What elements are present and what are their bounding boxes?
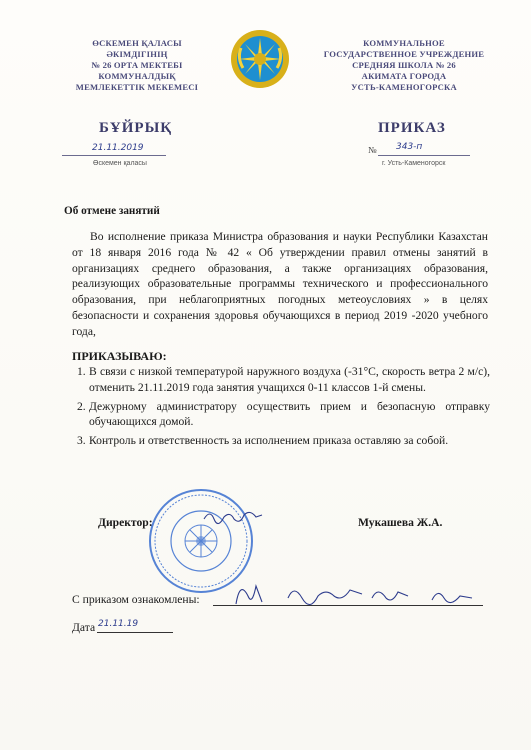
item-text: В связи с низкой температурой наружного воздуха (-31°С, скорость ветра 2 м/с), отменить 21.11.2019 года занятия учащихся 0-11 классов 1-й смены. (89, 365, 490, 394)
header-line: АКИМАТА ГОРОДА (361, 71, 447, 81)
item-text: Дежурному администратору осуществить прием и безопасную отправку обучающихся домой. (89, 399, 490, 429)
acknowledged-label: С приказом ознакомлены: (72, 593, 200, 606)
header-line: МЕМЛЕКЕТТІК МЕКЕМЕСІ (75, 82, 199, 92)
director-signature-icon (200, 505, 264, 529)
signature-role: Директор: (98, 516, 153, 529)
list-item: 3. Контроль и ответственность за исполнением приказа оставляю за собой. (77, 434, 449, 448)
list-item: 1. В связи с низкой температурой наружного воздуха (-31°С, скорость ветра 2 м/с), отменить 21.11.2019 года занятия учащихся 0-11 классов 1-й смены. (77, 365, 490, 394)
header-line: КОММУНАЛЬНОЕ (363, 38, 445, 48)
title-russian: ПРИКАЗ (378, 120, 446, 136)
order-items-list (72, 364, 490, 452)
header-line: ӘКІМДІГІНІҢ (106, 49, 168, 59)
handwritten-date: 21.11.2019 (92, 143, 144, 153)
header-line: СРЕДНЯЯ ШКОЛА № 26 (352, 60, 456, 70)
date-line (97, 632, 173, 633)
item-text: Контроль и ответственность за исполнением приказа оставляю за собой. (89, 434, 449, 448)
header-line: № 26 ОРТА МЕКТЕБІ (91, 60, 183, 70)
date-label: Дата (72, 621, 96, 634)
handwritten-ack-date: 21.11.19 (98, 619, 139, 629)
handwritten-number: 343-п (396, 142, 423, 152)
header-line: УСТЬ-КАМЕНОГОРСКА (351, 82, 457, 92)
staff-signatures-icon (222, 574, 492, 612)
header-kazakh (62, 38, 212, 93)
state-emblem-icon (229, 28, 291, 90)
number-field (378, 140, 470, 156)
header-line: ӨСКЕМЕН ҚАЛАСЫ (92, 38, 182, 48)
list-item: 2. Дежурному администратору осуществить прием и безопасную отправку обучающихся домой. (77, 399, 490, 429)
number-label: № (368, 145, 377, 155)
preamble-paragraph: Во исполнение приказа Министра образования и науки Республики Казахстан от 18 января 2016 года № 42 « Об утверждении правил отмены занятий в организациях среднего образования, а также организациях образования, реализующих образовательные программы технического и профессионального образования, при неблагоприятных погодных метеоусловиях » в целях безопасности и сохранения здоровья обучающихся в период 2019 -2020 учебного года, (72, 230, 488, 338)
signature-name: Мукашева Ж.А. (358, 516, 443, 529)
order-heading: ПРИКАЗЫВАЮ: (72, 349, 167, 363)
place-kazakh: Өскемен қаласы (93, 160, 147, 167)
place-russian: г. Усть-Каменогорск (382, 160, 446, 167)
subject-heading: Об отмене занятий (64, 205, 160, 217)
header-russian (318, 38, 490, 93)
header-line: ГОСУДАРСТВЕННОЕ УЧРЕЖДЕНИЕ (323, 49, 485, 59)
title-kazakh: БҰЙРЫҚ (99, 120, 173, 136)
header-line: КОММУНАЛДЫҚ (98, 71, 176, 81)
